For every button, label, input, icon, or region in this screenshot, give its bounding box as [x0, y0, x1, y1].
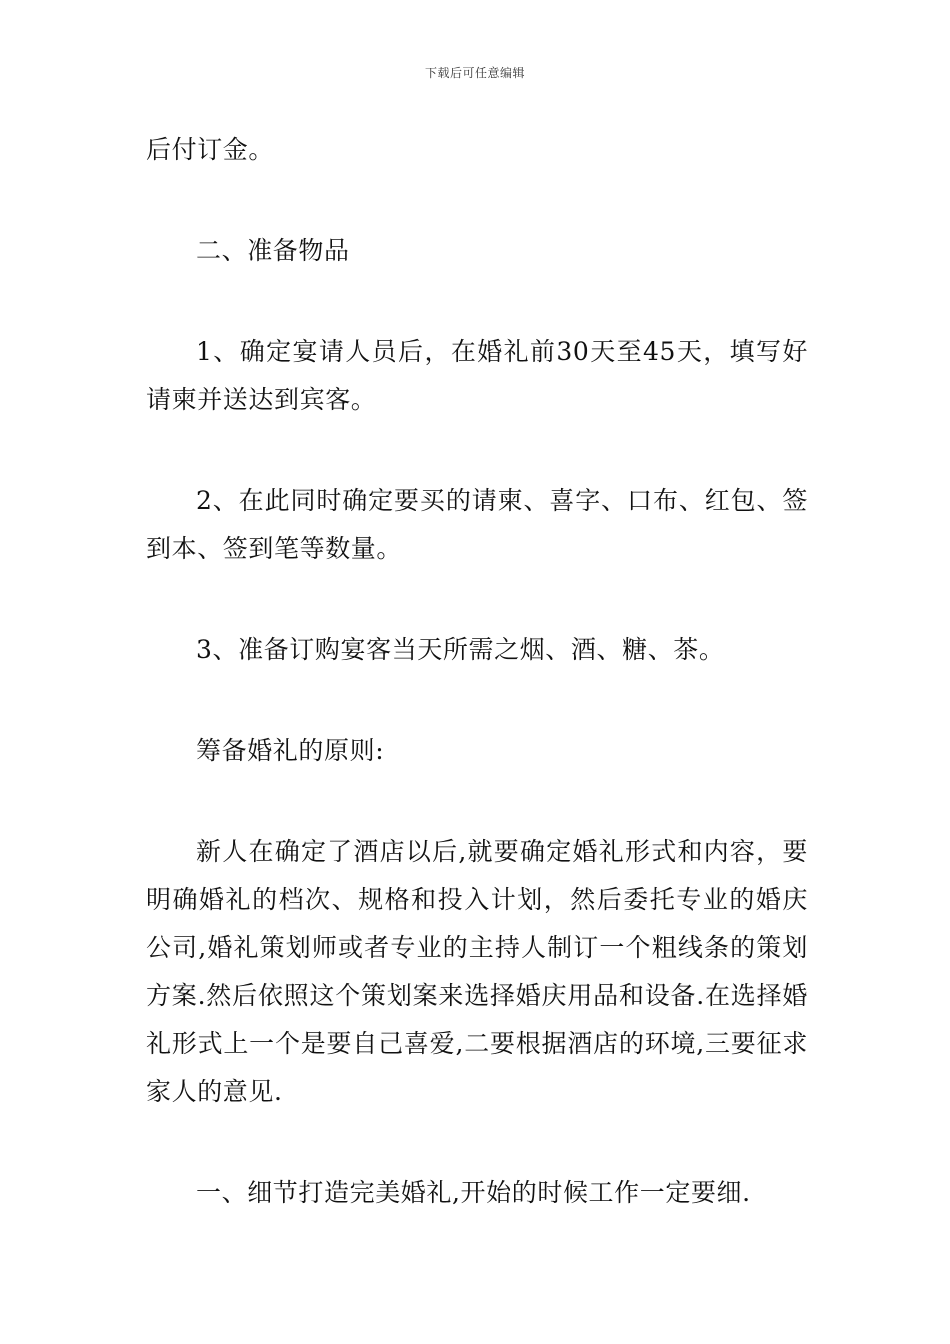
- paragraph-spacer: [146, 174, 808, 227]
- paragraph-spacer: [146, 424, 808, 477]
- paragraph-principles-body: 新人在确定了酒店以后,就要确定婚礼形式和内容，要明确婚礼的档次、规格和投入计划，然后委托专业的婚庆公司,婚礼策划师或者专业的主持人制订一个粗线条的策划方案.然后依照这个策划案来选择婚庆用品和设备.在选择婚礼形式上一个是要自己喜爱,二要根据酒店的环境,三要征求家人的意见.: [146, 837, 808, 1106]
- section-heading-details: 一、细节打造完美婚礼,开始的时候工作一定要细.: [196, 1178, 751, 1207]
- document-body: [146, 126, 808, 1217]
- section-heading-prepare-items: 二、准备物品: [196, 236, 350, 265]
- paragraph-spacer: [146, 573, 808, 626]
- section-heading-principles: 筹备婚礼的原则:: [196, 736, 385, 765]
- paragraph-spacer: [146, 275, 808, 328]
- paragraph-spacer: [146, 674, 808, 727]
- list-item-invitations: 1、确定宴请人员后，在婚礼前30天至45天，填写好请柬并送达到宾客。: [146, 337, 808, 414]
- paragraph-deposit: 后付订金。: [146, 135, 275, 164]
- list-item-banquet-goods: 3、准备订购宴客当天所需之烟、酒、糖、茶。: [196, 635, 725, 664]
- list-item-supplies: 2、在此同时确定要买的请柬、喜字、口布、红包、签到本、签到笔等数量。: [146, 486, 808, 563]
- paragraph-spacer: [146, 775, 808, 828]
- page-header: 下载后可任意编辑: [424, 66, 525, 80]
- paragraph-spacer: [146, 1116, 808, 1169]
